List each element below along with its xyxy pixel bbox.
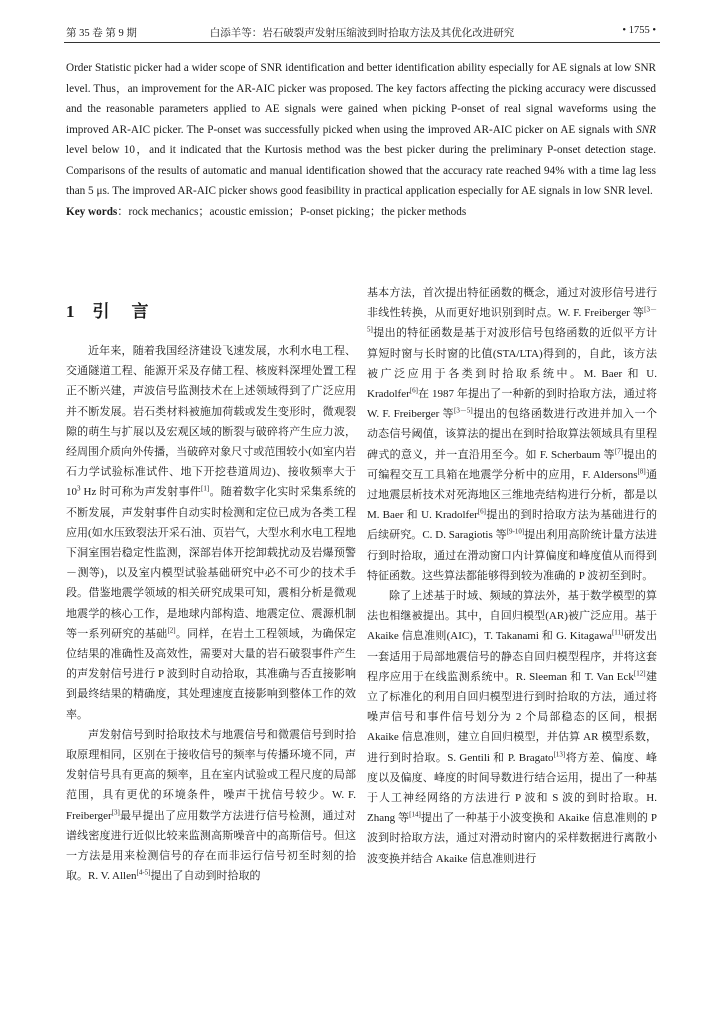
section-heading [66, 283, 356, 341]
citation[interactable]: [7] [614, 446, 624, 455]
volume-issue: 第 35 卷 第 9 期 [66, 28, 137, 39]
intro-paragraph-3 [367, 283, 657, 586]
citation[interactable]: [13] [553, 750, 566, 759]
text-run: 提出的可编程交互工具箱在地震学分析中的应用，F. Aldersons [367, 448, 657, 481]
text-run: Hz 时可称为声发射事件 [80, 486, 202, 499]
intro-paragraph-4 [367, 586, 657, 869]
citation[interactable]: [8] [637, 467, 646, 476]
section-number: 1 [66, 302, 75, 321]
text-run: 近年来，随着我国经济建设飞速发展，水利水电工程、交通隧道工程、能源开采及存储工程、核废料深埋处置工程正不断兴建，声波信号监测技术在上述领域得到了广泛应用并不断发展。岩石类材料被施加荷载或发生变形时，微观裂隙的萌生与扩展以及宏观区域的断裂与破碎将产生应力波，经周围介质向外传播，当破碎对象尺寸或范围较小(如室内岩石力学试验标准试件、地下开挖巷道周边)、接收频率大于 10 [66, 345, 356, 499]
text-run: 通过地震层析技术对死海地区三维地壳结构进行分析，都是以 M. Baer 和 U. Kradolfer [367, 468, 657, 522]
citation[interactable]: [6] [477, 507, 486, 516]
citation[interactable]: [4-5] [136, 868, 151, 877]
citation[interactable]: [3] [111, 808, 120, 817]
exponent: 3 [77, 484, 81, 493]
citation[interactable]: [14] [409, 810, 421, 819]
abstract-paragraph [66, 58, 656, 202]
text-run: 提出利用高阶统计量方法进行到时拾取，通过在滑动窗口内计算偏度和峰度值从而得到特征函数。这些算法都能够得到较为准确的 P 波初至到时。 [367, 529, 657, 582]
citation[interactable]: [11] [611, 628, 624, 637]
citation[interactable]: [12] [633, 669, 646, 678]
citation[interactable]: [1] [201, 484, 210, 493]
citation[interactable]: [3－5] [367, 305, 657, 334]
intro-paragraph-1 [66, 341, 356, 725]
text-run: 提出的特征函数是基于对波形信号包络函数的近似平方计算短时窗与长时窗的比值(STA/LTA)得到的，自此，该方法被广泛应用于各类到时拾取系统中。M. Baer 和 U. Kradolfer [367, 327, 657, 401]
keywords-text: ：rock mechanics；acoustic emission；P-onset picking；the picker methods [117, 205, 467, 218]
running-title: 白添羊等：岩石破裂声发射压缩波到时拾取方法及其优化改进研究 [209, 28, 515, 39]
text-run: 提出的到时拾取方法为基础进行的后续研究。C. D. Saragiotis 等 [367, 509, 657, 542]
text-run: 提出了一种基于小波变换和 Akaike 信息准则的 P 波到时拾取方法，通过对滑动时窗内的采样数据进行离散小波变换并结合 Akaike 信息准则进行 [367, 812, 657, 865]
section-title-char-2: 言 [131, 302, 149, 321]
text-run: 声发射信号到时拾取技术与地震信号和微震信号到时拾取原理相同，区别在于接收信号的频率与传播环境不同，声发射信号具有更高的频率，且在室内试验或工程尺度的局部范围，具有更优的环境条件，噪声干扰信号较少。W. F. Freiberger [66, 728, 356, 822]
text-run: 最早提出了应用数学方法进行信号检测，通过对谱线密度进行近似比较来监测高斯噪音中的高斯信号。但这一方法是用来检测信号的存在而非运行信号初至时刻的拾取。R. V. Allen [66, 809, 356, 883]
text-run: 提出了自动到时拾取的 [150, 870, 261, 883]
page-number: • 1755 • [622, 25, 656, 36]
text-run: 将方差、偏度、峰度以及偏度、峰度的时间导数进行结合运用，提出了一种基于人工神经网络的方法进行 P 波和 S 波的到时拾取。H. Zhang 等 [367, 751, 658, 825]
text-run: 提出的包络函数进行改进并加入一个动态信号阈值，该算法的提出在到时拾取算法领域具有里程碑式的意义，并一直沿用至今。如 F. Scherbaum 等 [367, 408, 657, 461]
citation[interactable]: [9-10] [506, 527, 525, 536]
abstract-text-a: Order Statistic picker had a wider scope of SNR identification and better identification ability especially for AE signals at low SNR level. Thus，an improvement for the AR-AIC picker was proposed. The key factors affecting the picking accuracy were discussed and the reasonable parameters applied to AE signals were gained when picking P-onset of real signal waveforms using the improved AR-AIC picker. The P-onset was successfully picked when using the improved AR-AIC picker on AE signals with [66, 62, 656, 136]
text-run: 除了上述基于时域、频域的算法外，基于数学模型的算法也相继被提出。其中，自回归模型(AR)被广泛应用。基于 Akaike 信息准则(AIC)，T. Takanami 和 G. Kitagawa [367, 590, 657, 643]
text-run: 。同样，在岩土工程领域，为确保定位结果的准确性及高效性，需要对大量的岩石破裂事件产生的声发射信号进行 P 波到时自动拾取，其准确与否直接影响到最终结果的精确度，其处理速度直接影响到整体工作的效率。 [66, 627, 357, 721]
left-column [66, 283, 356, 886]
citation[interactable]: [2] [167, 626, 176, 635]
english-abstract [66, 58, 656, 222]
abstract-text-b: level below 10，and it indicated that the Kurtosis method was the best picker during the preliminary P-onset detection stage. Comparisons of the results of automatic and manual identification showed that the accuracy rate reached 94% with a time lag less than 5 μs. The improved AR-AIC picker shows good feasibility in practical application especially for AE signals in low SNR level. [66, 144, 656, 197]
citation[interactable]: [3－5] [454, 406, 473, 415]
keywords [66, 202, 656, 223]
text-run: 基本方法，首次提出特征函数的概念，通过对波形信号进行非线性转换，从而更好地识别到时点。W. F. Freiberger 等 [367, 287, 657, 320]
text-run: 。随着数字化实时采集系统的不断发展，声发射事件自动实时检测和定位已成为各类工程应用(如水压致裂法开采石油、页岩气，大型水利水电工程地下洞室围岩稳定性监测，深部岩体开挖卸载扰动及岩爆预警－测等)，以及室内模型试验基础研究中必不可少的技术手段。借鉴地震学领域的相关研究成果可知，震相分析是微观地震学的核心工作，是地球内部构造、地震定位、震源机制等一系列研究的基础 [66, 486, 357, 640]
keywords-label: Key words [66, 205, 118, 218]
text-run: 研发出一套适用于局部地震信号的静态自回归模型程序，并将这套程序应用于在线监测系统中。R. Sleeman 和 T. Van Eck [367, 630, 658, 683]
section-title-char-1: 引 [92, 302, 110, 321]
intro-paragraph-2 [66, 725, 356, 887]
abstract-snr: SNR [636, 123, 656, 136]
text-run: 建立了标准化的利用自回归模型进行到时拾取的方法，通过将噪声信号和事件信号划分为 2 个局部稳态的区间，根据 Akaike 信息准则，建立自回归模型，并估算 AR 模型系数，进行到时拾取。S. Gentili 和 P. Bragato [367, 670, 657, 764]
text-run: 在 1987 年提出了一种新的到时拾取方法，通过将 W. F. Freiberger 等 [367, 388, 657, 421]
running-header [64, 22, 660, 43]
right-column [367, 283, 657, 869]
citation[interactable]: [6] [409, 386, 418, 395]
